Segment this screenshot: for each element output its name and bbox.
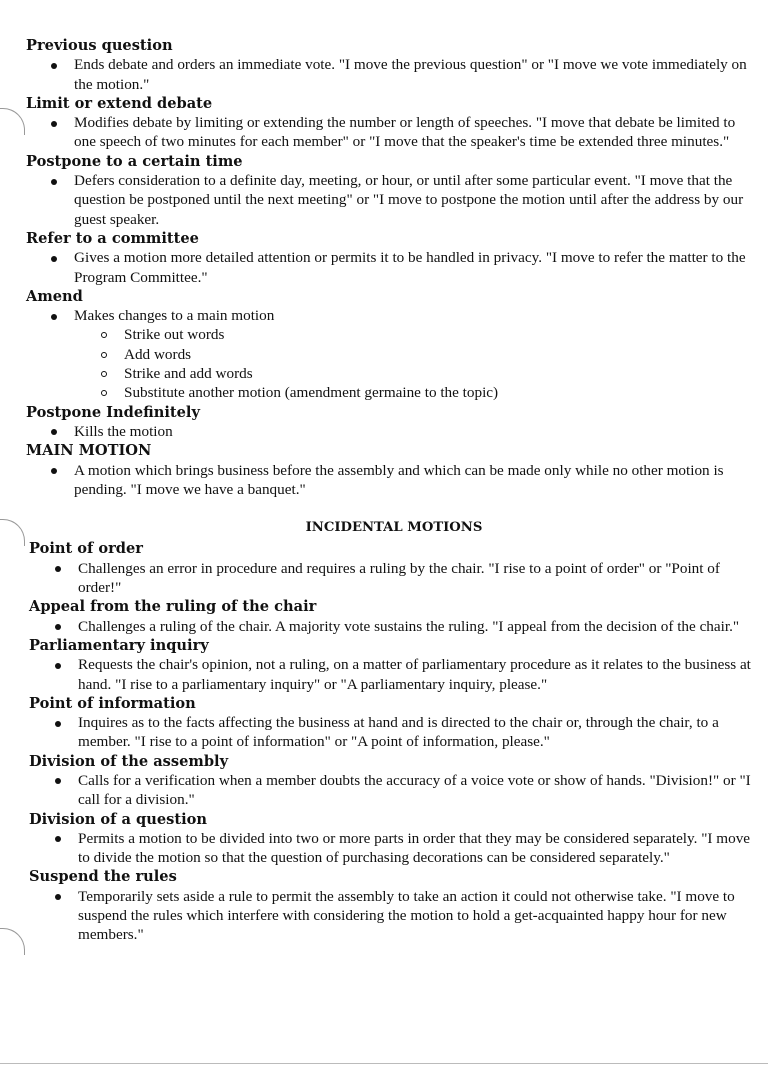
bullet-item [0,248,768,287]
bullet-text: Modifies debate by limiting or extending the number or length of speeches. "I move that debate be limited to one speech of two minutes for each member" or "I move that the speaker's time be extended three minutes." [74,114,736,151]
sub-bullet-item [0,364,768,383]
bullet-item [0,617,768,636]
bullet-icon [51,429,57,435]
sub-bullet-text: Strike and add words [124,365,253,383]
motion-section [0,867,768,944]
bullet-item [0,171,768,229]
sub-bullet-item [0,383,768,402]
bullet-text: Temporarily sets aside a rule to permit the assembly to take an action it could not otherwise take. "I move to suspend the rules which interfere with considering the motion to hold a get-acquainted happy hour for new members." [78,887,735,944]
motion-section [0,36,768,94]
section-heading: Amend [26,287,83,305]
bullet-icon [51,179,57,185]
bullet-text: Challenges a ruling of the chair. A majority vote sustains the ruling. "I appeal from the decision of the chair." [78,617,740,635]
bullet-text: Permits a motion to be divided into two or more parts in order that they may be considered separately. "I move to divide the motion so that the question of purchasing decorations can be considered separately." [78,829,751,867]
bullet-text: Ends debate and orders an immediate vote. "I move the previous question" or "I move we vote immediately on the motion." [74,56,747,93]
motion-section [0,597,768,636]
sub-bullet-item [0,325,768,344]
section-heading: Previous question [26,37,173,54]
bullet-icon [55,663,61,669]
bullet-icon [51,121,57,127]
bullet-item [0,887,768,945]
bullet-icon [55,721,61,727]
bullet-icon [55,778,61,784]
bullet-icon [55,624,61,630]
motion-section [0,636,768,694]
bullet-icon [55,566,61,572]
bullet-text: Requests the chair's opinion, not a ruling, on a matter of parliamentary procedure as it relates to the business at hand. "I rise to a parliamentary inquiry" or "A parliamentary inquiry, please." [78,656,751,693]
bullet-item [0,306,768,325]
circle-bullet-icon [101,390,107,396]
motion-section [0,287,768,403]
bullet-item [0,829,768,868]
motion-section [0,539,768,597]
bullet-icon [51,468,57,474]
bullet-text: Challenges an error in procedure and requires a ruling by the chair. "I rise to a point of order" or "Point of order!" [78,559,720,597]
section-heading: Postpone to a certain time [26,152,243,170]
section-heading: MAIN MOTION [26,442,152,460]
bullet-item [0,713,768,752]
circle-bullet-icon [101,371,107,377]
bullet-icon [51,314,57,320]
bullet-item [0,55,768,94]
section-heading: Division of a question [29,810,207,828]
section-heading: Parliamentary inquiry [29,636,209,654]
sub-bullet-text: Strike out words [124,326,225,344]
circle-bullet-icon [101,332,107,338]
bullet-text: Makes changes to a main motion [74,307,275,325]
sub-bullet-text: Substitute another motion (amendment germaine to the topic) [124,384,499,402]
sub-bullet-text: Add words [124,345,192,363]
bullet-item [0,655,768,694]
bullet-item [0,422,768,441]
page-bottom-edge [0,1063,768,1064]
motion-section [0,94,768,152]
bullet-icon [55,836,61,842]
bullet-item [0,113,768,152]
section-heading: Division of the assembly [29,752,229,770]
motion-section [0,810,768,868]
section-heading: Point of information [29,694,196,712]
motion-section [0,694,768,752]
motion-section [0,403,768,442]
bullet-text: Gives a motion more detailed attention or permits it to be handled in privacy. "I move to refer the matter to the Program Committee." [74,249,746,286]
bullet-item [0,771,768,810]
section-heading: Postpone Indefinitely [26,403,200,421]
document-page [0,36,768,945]
bullet-item [0,559,768,598]
spacer [0,499,768,518]
bullet-text: Inquires as to the facts affecting the business at hand and is directed to the chair or, through the chair, to a member. "I rise to a point of information" or "A point of information, please." [78,714,719,751]
incidental-motions-title: INCIDENTAL MOTIONS [305,520,483,536]
motion-section [0,752,768,810]
motion-section [0,229,768,287]
circle-bullet-icon [101,352,107,358]
motion-section [0,441,768,499]
section-heading: Limit or extend debate [26,94,213,112]
section-heading: Point of order [29,540,143,558]
section-heading: Refer to a committee [26,229,199,247]
bullet-icon [51,256,57,262]
sub-bullet-item [0,345,768,364]
bullet-item [0,461,768,500]
bullet-text: Defers consideration to a definite day, meeting, or hour, or until after some particular event. "I move that the question be postponed until the next meeting" or "I move to postpone the motion until after the address by our guest speaker. [74,172,744,228]
bullet-icon [51,63,57,69]
bullet-icon [55,894,61,900]
motion-section [0,152,768,229]
bullet-text: A motion which brings business before the assembly and which can be made only while no other motion is pending. "I move we have a banquet." [74,461,724,498]
section-heading: Suspend the rules [29,868,177,886]
bullet-text: Kills the motion [74,422,173,440]
bullet-text: Calls for a verification when a member doubts the accuracy of a voice vote or show of hands. "Division!" or "I call for a division." [78,771,751,809]
section-heading: Appeal from the ruling of the chair [29,598,317,616]
